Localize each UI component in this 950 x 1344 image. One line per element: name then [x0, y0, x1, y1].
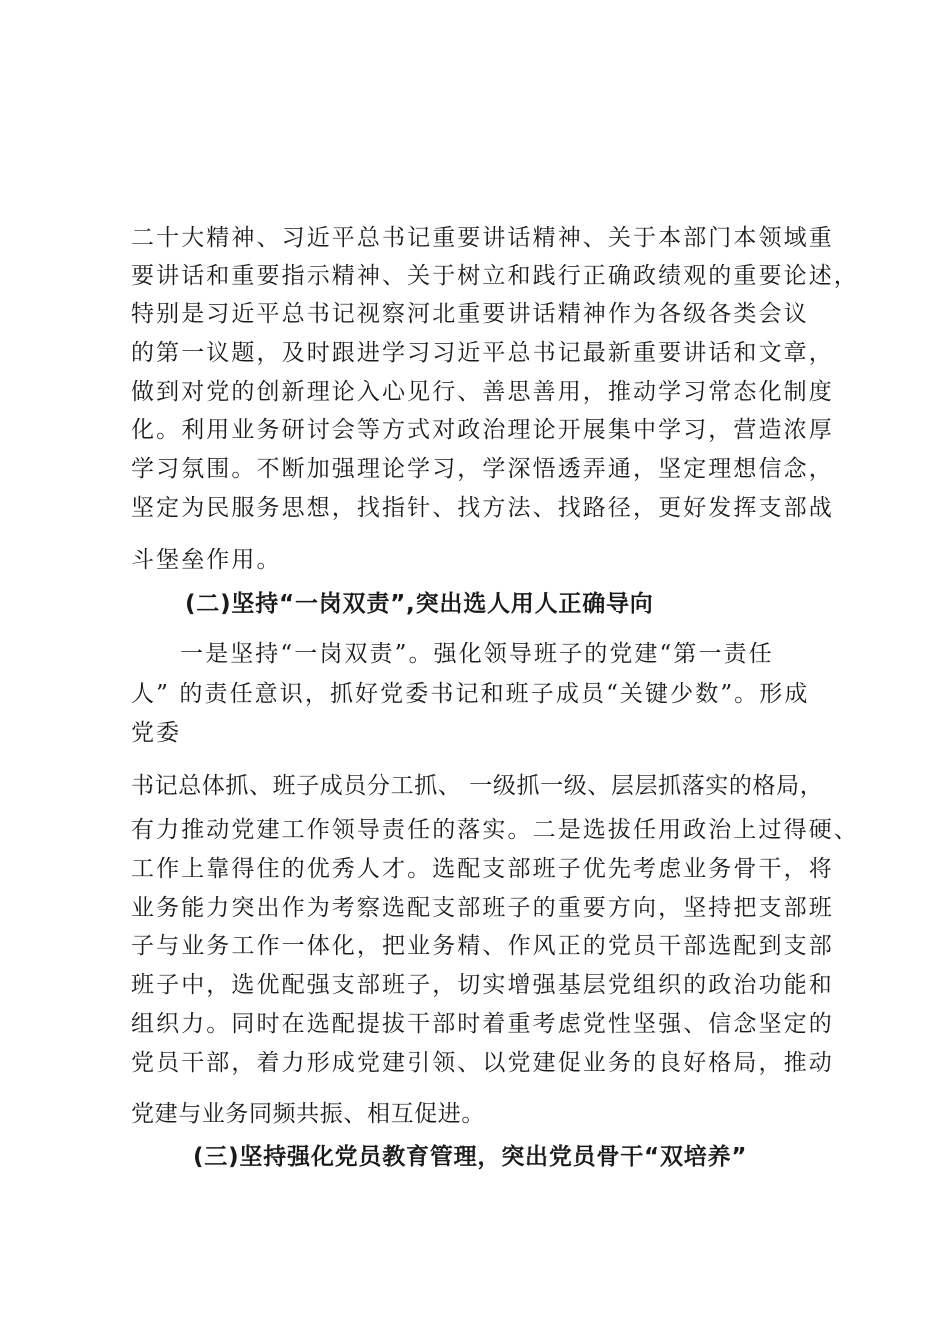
paragraph-line: 组织力。同时在选配提拔干部时着重考虑党性坚强、信念坚定的 — [131, 1011, 834, 1037]
paragraph-line: 有力推动党建工作领导责任的落实。二是选拔任用政治上过得硬、 — [131, 817, 859, 843]
paragraph-line: 要讲话和重要指示精神、关于树立和践行正确政绩观的重要论述， — [131, 263, 859, 289]
paragraph-line: 子与业务工作一体化，把业务精、作风正的党员干部选配到支部 — [131, 933, 834, 959]
paragraph-line: 业务能力突出作为考察选配支部班子的重要方向，坚持把支部班 — [131, 895, 834, 921]
section-heading-2: (二)坚持“一岗双责”,突出选人用人正确导向 — [185, 591, 654, 617]
paragraph-line: 党员干部，着力形成党建引领、以党建促业务的良好格局，推动 — [131, 1050, 834, 1076]
paragraph-line: 人” 的责任意识，抓好党委书记和班子成员“关键少数”。形成 — [131, 681, 810, 707]
paragraph-line: 坚定为民服务思想，找指针、找方法、找路径，更好发挥支部战 — [131, 495, 834, 521]
paragraph-line: 书记总体抓、班子成员分工抓、 一级抓一级、层层抓落实的格局， — [131, 773, 824, 799]
paragraph-line: 党建与业务同频共振、相互促进。 — [131, 1101, 485, 1127]
paragraph-line: 化。利用业务研讨会等方式对政治理论开展集中学习，营造浓厚 — [131, 417, 834, 443]
paragraph-line: 斗堡垒作用。 — [131, 547, 282, 573]
paragraph-line: 党委 — [131, 720, 182, 746]
paragraph-line: 班子中，选优配强支部班子，切实增强基层党组织的政治功能和 — [131, 972, 834, 998]
paragraph-line: 特别是习近平总书记视察河北重要讲话精神作为各级各类会议 — [131, 301, 809, 327]
paragraph-line: 工作上靠得住的优秀人才。选配支部班子优先考虑业务骨干，将 — [131, 856, 834, 882]
paragraph-line: 二十大精神、习近平总书记重要讲话精神、关于本部门本领域重 — [131, 225, 834, 251]
paragraph-line: 做到对党的创新理论入心见行、善思善用，推动学习常态化制度 — [131, 379, 834, 405]
paragraph-line: 的第一议题，及时跟进学习习近平总书记最新重要讲话和文章， — [131, 340, 834, 366]
section-heading-3: (三)坚持强化党员教育管理，突出党员骨干“双培养” — [193, 1144, 748, 1170]
paragraph-line: 学习氛围。不断加强理论学习，学深悟透弄通，坚定理想信念， — [131, 456, 834, 482]
paragraph-line: 一是坚持“一岗双责”。强化领导班子的党建“第一责任 — [180, 641, 774, 667]
